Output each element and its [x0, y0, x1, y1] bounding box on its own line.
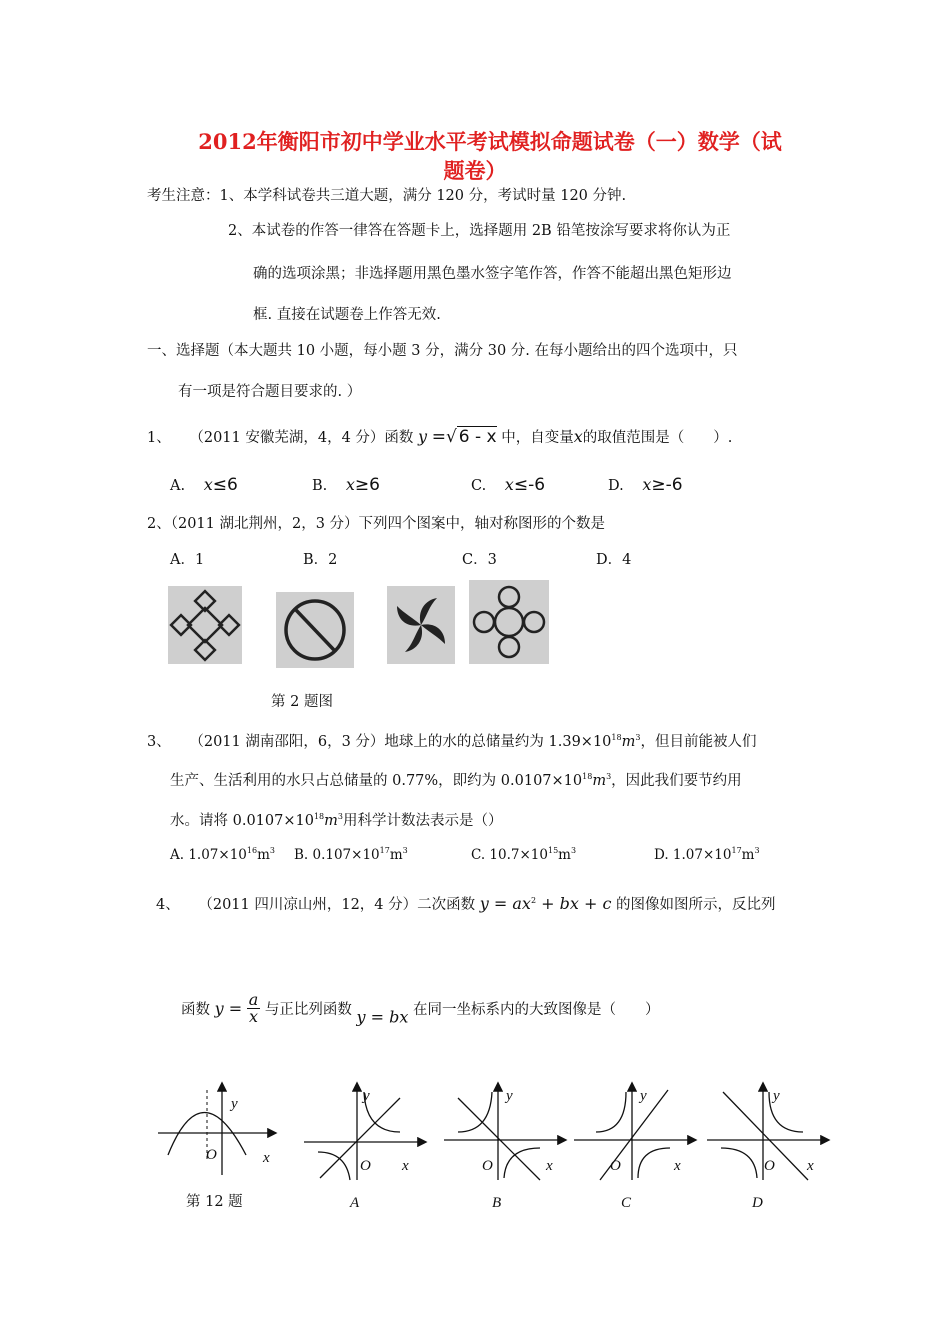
- q3-option-a: A. $1.07\times 10^{16}m^3$: [170, 846, 275, 863]
- q3-option-d: D. $1.07\times 10^{17}m^3$: [654, 846, 760, 863]
- section-heading: 一、选择题（本大题共 10 小题，每小题 3 分，满分 30 分. 在每小题给出的四个选项中，只: [147, 343, 738, 359]
- choice-d-label: D: [752, 1195, 763, 1211]
- pattern-diamonds-image: [168, 586, 242, 664]
- axis-y-label: y: [231, 1096, 238, 1112]
- no-sign-icon: [276, 592, 354, 668]
- graph-caption: 第 12 题: [186, 1194, 243, 1210]
- question-number: 1、: [147, 430, 171, 446]
- choice-b-y: y: [506, 1088, 513, 1104]
- choice-c-x: x: [674, 1158, 681, 1174]
- choice-d-origin: O: [764, 1158, 775, 1174]
- parabola-graph: [150, 1080, 280, 1180]
- question-4-line-2: 函数 y = $\frac{a}{x}$ 与正比列函数 y = bx 在同一坐标系内的大致图像是（ ）: [181, 990, 660, 1027]
- five-circles-icon: [469, 580, 549, 664]
- pinwheel-icon: [387, 586, 455, 664]
- question-text: 中，自变量: [501, 430, 574, 446]
- section-heading-line-2: 有一项是符合题目要求的. ）: [178, 384, 362, 400]
- radicand: 6 - x: [458, 427, 497, 447]
- choice-d-x: x: [807, 1158, 814, 1174]
- pattern-circles-image: [469, 580, 549, 664]
- formula-eq: =: [431, 427, 446, 447]
- choice-d-y: y: [773, 1088, 780, 1104]
- question-2: 2、（2011 湖北荆州，2，3 分）下列四个图案中，轴对称图形的个数是: [147, 516, 606, 532]
- choice-c-label: C: [621, 1195, 632, 1211]
- q2-option-b: B．2: [303, 552, 338, 568]
- question-source: （2011 安徽芜湖，4，4 分）函数: [189, 430, 414, 446]
- formula-y: y: [418, 427, 428, 446]
- page-title: [150, 126, 830, 156]
- question-4-line-1: 4、 （2011 四川凉山州，12，4 分）二次函数 $y = ax^2$ + bx + c 的图像如图所示，反比列: [156, 894, 776, 913]
- q3-option-c: C. $10.7\times 10^{15}m^3$: [471, 846, 577, 863]
- q2-option-d: D．4: [596, 552, 632, 568]
- choice-c-origin: O: [610, 1158, 621, 1174]
- q1-option-b: B. x≥6: [312, 475, 380, 495]
- notice-line-2: 2、本试卷的作答一律答在答题卡上，选择题用 2B 铅笔按涂写要求将你认为正: [228, 223, 731, 239]
- question-3-line-1: 3、 （2011 湖南邵阳，6，3 分）地球上的水的总储量约为 $1.39\times 10^{18}m^3$，但目前能被人们: [147, 733, 757, 750]
- diamond-chain-icon: [168, 586, 242, 664]
- choice-c-y: y: [640, 1088, 647, 1104]
- q1-option-a: A. x≤6: [170, 475, 238, 495]
- page-title-line-2: 题卷）: [443, 158, 507, 183]
- choice-b-label: B: [492, 1195, 502, 1211]
- question-1: 1、 （2011 安徽芜湖，4，4 分）函数 y =√ 6 - x 中，自变量x的取值范围是（ ）.: [147, 427, 733, 447]
- notice-line-1: 考生注意：1、本学科试卷共三道大题，满分 120 分，考试时量 120 分钟.: [147, 188, 627, 204]
- choice-a-origin: O: [360, 1158, 371, 1174]
- question-3-line-3: 水。请将 $0.0107\times 10^{18}m^3$用科学计数法表示是（）: [170, 812, 503, 829]
- choice-a-y: y: [363, 1088, 370, 1104]
- fraction-a-over-x: $\frac{a}{x}$: [248, 990, 259, 1026]
- question-3-line-2: 生产、生活利用的水只占总储量的 0.77%，即约为 $0.0107\times 10^{18}m^3$，因此我们要节约用: [170, 772, 742, 789]
- notice-line-3: 确的选项涂黑；非选择题用黑色墨水签字笔作答，作答不能超出黑色矩形边: [253, 266, 732, 282]
- question-text-end: 的取值范围是（ ）.: [582, 430, 733, 446]
- pattern-circle-slash-image: [276, 592, 354, 668]
- origin-label: O: [206, 1147, 217, 1163]
- axis-x-label: x: [263, 1150, 270, 1166]
- q1-option-c: C. x≤-6: [471, 475, 546, 495]
- q3-option-b: B. $0.107\times 10^{17}m^3$: [294, 846, 408, 863]
- choice-a-label: A: [350, 1195, 360, 1211]
- choice-b-origin: O: [482, 1158, 493, 1174]
- variable: x: [573, 427, 583, 446]
- figure-caption: 第 2 题图: [271, 694, 333, 710]
- choice-a-x: x: [402, 1158, 409, 1174]
- pattern-pinwheel-image: [387, 586, 455, 664]
- notice-line-4: 框. 直接在试题卷上作答无效.: [253, 307, 441, 323]
- quadratic-formula: y = ax: [479, 894, 531, 913]
- q1-option-d: D. x≥-6: [608, 475, 683, 495]
- q2-option-c: C．3: [462, 552, 497, 568]
- choice-b-x: x: [546, 1158, 553, 1174]
- title-line-1: 2012年衡阳市初中学业水平考试模拟命题试卷（一）数学（试: [198, 129, 782, 154]
- q2-option-a: A．1: [170, 552, 205, 568]
